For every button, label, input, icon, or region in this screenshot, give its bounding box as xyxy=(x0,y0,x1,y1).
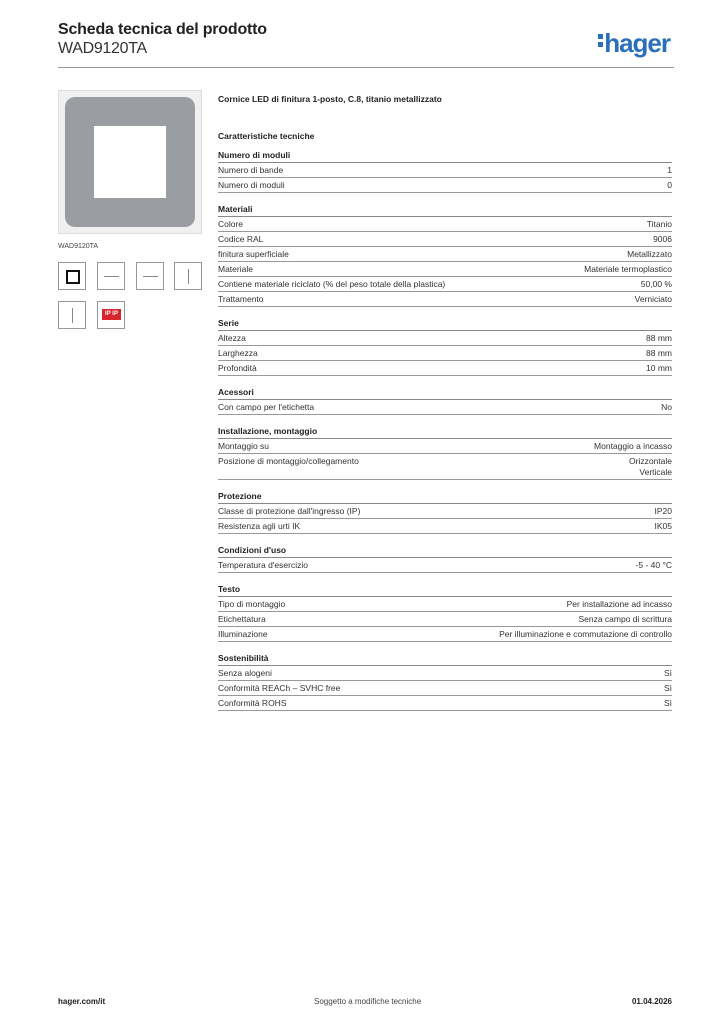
product-image xyxy=(58,90,202,234)
spec-label: Contiene materiale riciclato (% del peso totale della plastica) xyxy=(218,279,446,289)
spec-value-line: Orizzontale xyxy=(629,456,672,466)
spec-value-line: Sì xyxy=(663,668,672,678)
thumbnail-horizontal[interactable] xyxy=(97,262,125,290)
section-title: Acessori xyxy=(218,387,672,400)
spec-value xyxy=(653,234,672,245)
section-title: Protezione xyxy=(218,491,672,504)
section-title: Serie xyxy=(218,318,672,331)
spec-value xyxy=(667,165,672,176)
section-title: Condizioni d'uso xyxy=(218,545,672,558)
spec-value xyxy=(661,402,672,413)
spec-row xyxy=(218,277,672,292)
thumbnail-frame[interactable] xyxy=(58,262,86,290)
spec-section xyxy=(218,387,672,415)
spec-label: Colore xyxy=(218,219,244,229)
spec-section xyxy=(218,318,672,376)
logo-dots-icon xyxy=(598,34,603,50)
image-caption: WAD9120TA xyxy=(58,243,99,250)
spec-row xyxy=(218,178,672,193)
spec-label: Larghezza xyxy=(218,348,258,358)
spec-value-line: Montaggio a incasso xyxy=(594,441,672,451)
spec-label: Trattamento xyxy=(218,294,264,304)
spec-section xyxy=(218,491,672,534)
spec-label: Altezza xyxy=(218,333,246,343)
spec-value xyxy=(636,560,672,571)
spec-value-line: No xyxy=(661,402,672,412)
page-header xyxy=(58,20,674,68)
product-code: WAD9120TA xyxy=(58,40,147,57)
section-title: Materiali xyxy=(218,204,672,217)
footer-date: 01.04.2026 xyxy=(631,997,672,1006)
spec-value xyxy=(499,629,672,640)
spec-row xyxy=(218,696,672,711)
horizontal-line-icon xyxy=(143,276,158,277)
spec-value xyxy=(664,683,672,694)
section-title: Numero di moduli xyxy=(218,150,672,163)
spec-label: finitura superficiale xyxy=(218,249,289,259)
spec-value-line: Verniciato xyxy=(634,294,672,304)
spec-row xyxy=(218,163,672,178)
spec-sections xyxy=(218,150,672,711)
section-title: Testo xyxy=(218,584,672,597)
product-description: Cornice LED di finitura 1-posto, C.8, titanio metallizzato xyxy=(218,94,442,104)
spec-label: Temperatura d'esercizio xyxy=(218,560,308,570)
frame-illustration xyxy=(65,97,195,227)
spec-value xyxy=(646,333,672,344)
spec-label: Resistenza agli urti IK xyxy=(218,521,301,531)
spec-value-line: 10 mm xyxy=(646,363,672,373)
spec-value-line: 88 mm xyxy=(646,333,672,343)
spec-value xyxy=(567,599,672,610)
thumbnail-ip-rating[interactable] xyxy=(97,301,125,329)
spec-section xyxy=(218,584,672,642)
spec-value xyxy=(594,441,672,452)
spec-label: Numero di moduli xyxy=(218,180,285,190)
spec-row xyxy=(218,331,672,346)
spec-label: Codice RAL xyxy=(218,234,264,244)
spec-value xyxy=(635,294,672,305)
spec-value xyxy=(627,249,672,260)
spec-value xyxy=(629,456,672,478)
page-title: Scheda tecnica del prodotto xyxy=(58,21,267,38)
spec-value-line: Senza campo di scrittura xyxy=(578,614,672,624)
spec-value xyxy=(667,180,672,191)
spec-value xyxy=(655,521,673,532)
spec-label: Conformità REACh – SVHC free xyxy=(218,683,341,693)
tech-specs-heading: Caratteristiche tecniche xyxy=(218,131,315,141)
spec-value-line: IP20 xyxy=(654,506,672,516)
spec-row xyxy=(218,346,672,361)
thumbnail-vertical[interactable] xyxy=(174,262,202,290)
spec-value xyxy=(641,279,672,290)
spec-value xyxy=(646,348,672,359)
spec-row xyxy=(218,666,672,681)
section-title: Sostenibilità xyxy=(218,653,672,666)
spec-row xyxy=(218,439,672,454)
spec-row xyxy=(218,504,672,519)
spec-row xyxy=(218,232,672,247)
spec-label: Montaggio su xyxy=(218,441,270,451)
spec-value-line: Verticale xyxy=(639,467,672,477)
spec-row xyxy=(218,262,672,277)
header-divider xyxy=(58,67,674,68)
spec-label: Posizione di montaggio/collegamento xyxy=(218,456,359,466)
spec-section xyxy=(218,150,672,193)
spec-label: Classe di protezione dall'ingresso (IP) xyxy=(218,506,361,516)
horizontal-line-icon xyxy=(104,276,119,277)
spec-row xyxy=(218,361,672,376)
spec-value xyxy=(664,698,672,709)
spec-row xyxy=(218,400,672,415)
footer-website-link[interactable]: hager.com/it xyxy=(58,997,106,1006)
spec-section xyxy=(218,653,672,711)
spec-label: Conformità ROHS xyxy=(218,698,287,708)
spec-section xyxy=(218,545,672,573)
spec-row xyxy=(218,681,672,696)
spec-row xyxy=(218,247,672,262)
spec-content xyxy=(218,94,672,722)
spec-label: Con campo per l'etichetta xyxy=(218,402,315,412)
section-title: Installazione, montaggio xyxy=(218,426,672,439)
spec-value xyxy=(584,264,672,275)
thumbnail-vertical-2[interactable] xyxy=(58,301,86,329)
spec-row xyxy=(218,454,672,480)
hager-logo: hager xyxy=(598,28,670,59)
spec-label: Materiale xyxy=(218,264,253,274)
spec-label: Etichettatura xyxy=(218,614,266,624)
spec-label: Profondità xyxy=(218,363,257,373)
spec-value-line: 50,00 % xyxy=(640,279,672,289)
spec-value-line: Per installazione ad incasso xyxy=(566,599,672,609)
spec-row xyxy=(218,612,672,627)
spec-value xyxy=(664,668,672,679)
spec-row xyxy=(218,558,672,573)
spec-label: Senza alogeni xyxy=(218,668,272,678)
spec-value-line: Sì xyxy=(663,683,672,693)
spec-value-line: 0 xyxy=(667,180,672,190)
spec-value xyxy=(647,219,672,230)
spec-label: Illuminazione xyxy=(218,629,268,639)
spec-row xyxy=(218,597,672,612)
spec-section xyxy=(218,204,672,307)
vertical-line-icon xyxy=(188,269,189,284)
square-frame-icon xyxy=(66,270,80,284)
spec-value-line: -5 - 40 °C xyxy=(635,560,672,570)
spec-value xyxy=(578,614,672,625)
footer-disclaimer: Soggetto a modifiche tecniche xyxy=(314,997,422,1006)
spec-value-line: Materiale termoplastico xyxy=(584,264,672,274)
thumbnail-horizontal-2[interactable] xyxy=(136,262,164,290)
spec-value-line: IK05 xyxy=(654,521,672,531)
ip-rating-icon: IP IP xyxy=(102,309,121,320)
spec-value-line: 9006 xyxy=(653,234,672,244)
vertical-line-icon xyxy=(72,308,73,323)
spec-value-line: Sì xyxy=(663,698,672,708)
spec-row xyxy=(218,627,672,642)
spec-value-line: Per illuminazione e commutazione di controllo xyxy=(499,629,672,639)
spec-value xyxy=(646,363,672,374)
spec-row xyxy=(218,519,672,534)
spec-label: Numero di bande xyxy=(218,165,284,175)
spec-row xyxy=(218,292,672,307)
spec-row xyxy=(218,217,672,232)
spec-value-line: 1 xyxy=(667,165,672,175)
spec-value xyxy=(655,506,673,517)
spec-value-line: Metallizzato xyxy=(627,249,672,259)
spec-section xyxy=(218,426,672,480)
spec-label: Tipo di montaggio xyxy=(218,599,286,609)
spec-value-line: Titanio xyxy=(646,219,672,229)
spec-value-line: 88 mm xyxy=(646,348,672,358)
